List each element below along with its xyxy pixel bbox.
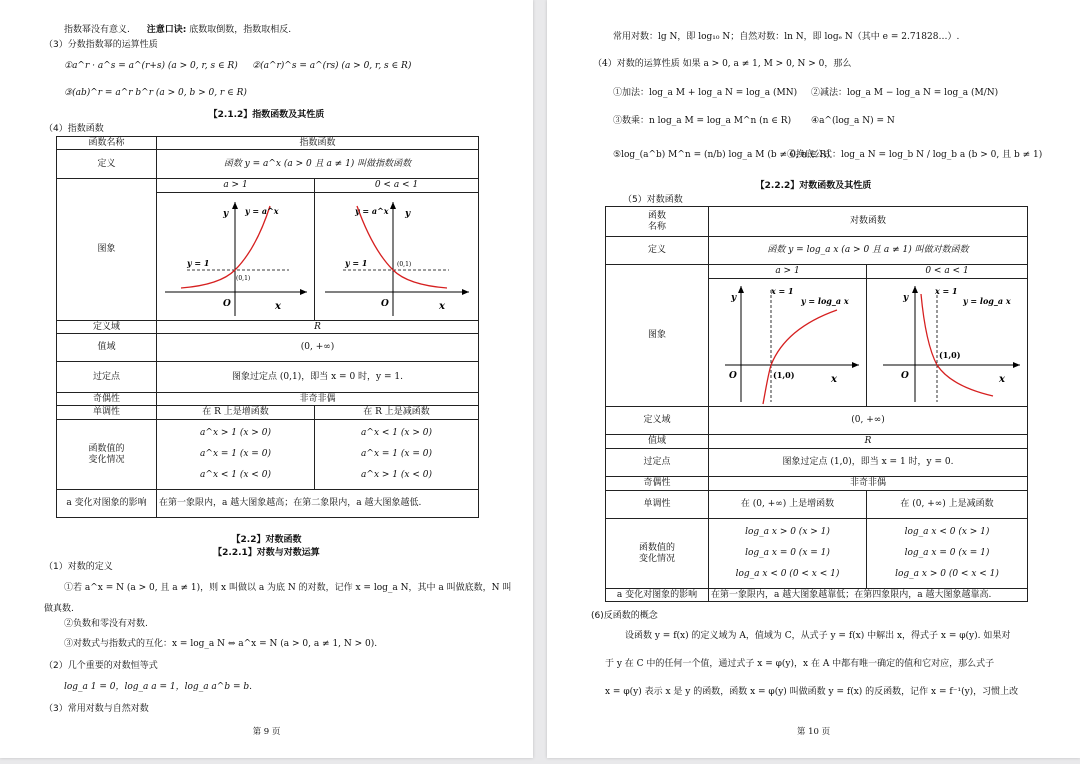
name-label-2: 名称 bbox=[647, 221, 666, 232]
log-decreasing-graph bbox=[867, 280, 1026, 406]
rule-change-base: ⑥换底公式：log_a N = log_b N / log_b a (b > 0, 且 b ≠ 1) bbox=[787, 150, 1043, 160]
case-a-less-1: 0 < a < 1 bbox=[315, 179, 479, 193]
para-1: (6)反函数的概念 bbox=[591, 611, 658, 621]
exp-curve bbox=[357, 206, 447, 288]
page-10 bbox=[547, 0, 1080, 758]
origin-label: O bbox=[901, 370, 909, 381]
change-decreasing bbox=[315, 420, 479, 490]
y-label: y bbox=[405, 208, 411, 219]
x-label: x bbox=[831, 373, 837, 385]
log-increasing-graph bbox=[709, 280, 865, 406]
name-label: 函数名称 bbox=[57, 137, 157, 150]
graph-label: 图象 bbox=[606, 265, 709, 407]
subsection-4: （4）指数函数 bbox=[44, 124, 104, 134]
name-value: 指数函数 bbox=[157, 137, 479, 150]
monotonic-decreasing: 在 (0, +∞) 上是减函数 bbox=[867, 491, 1028, 519]
tip-label: 注意口诀: bbox=[146, 25, 187, 35]
fixed-point-label: 过定点 bbox=[57, 362, 157, 393]
change-row: a^x > 1 (x < 0) bbox=[361, 470, 432, 480]
rule-subtract: ②减法：log_a M − log_a N = log_a (M/N) bbox=[811, 88, 999, 98]
monotonic-increasing: 在 R 上是增函数 bbox=[157, 406, 315, 420]
y-arrow-icon bbox=[390, 202, 396, 209]
para-6: （2）几个重要的对数恒等式 bbox=[44, 661, 158, 671]
change-decreasing bbox=[867, 519, 1028, 589]
def-value: 函数 y = log_a x (a > 0 且 a ≠ 1) 叫做对数函数 bbox=[709, 237, 1028, 265]
text: 指数幂没有意义. bbox=[64, 25, 130, 35]
y-arrow-icon bbox=[738, 286, 744, 293]
log-curve bbox=[921, 294, 993, 396]
change-row: log_a x = 0 (x = 1) bbox=[745, 548, 830, 558]
y1-label: y = 1 bbox=[345, 257, 368, 268]
parity-value: 非奇非偶 bbox=[157, 393, 479, 406]
x-arrow-icon bbox=[852, 362, 859, 368]
case-a-greater-1: a > 1 bbox=[709, 265, 867, 279]
para-4: ②负数和零没有对数. bbox=[64, 619, 148, 629]
rule-power: ⑤log_(a^b) M^n = (n/b) log_a M (b ≠ 0, n ∈ R) bbox=[613, 150, 830, 160]
effect-label: a 变化对图象的影响 bbox=[57, 490, 157, 518]
common-log-line: 常用对数：lg N，即 log₁₀ N；自然对数：ln N，即 logₑ N（其中 e = 2.71828…）. bbox=[613, 32, 960, 42]
graph-label: 图象 bbox=[57, 179, 157, 321]
exp-increasing-graph bbox=[157, 194, 313, 320]
subsection-4: （4）对数的运算性质 如果 a > 0, a ≠ 1, M > 0, N > 0，那么 bbox=[593, 59, 852, 69]
parity-label: 奇偶性 bbox=[606, 477, 709, 491]
log-function-table bbox=[605, 206, 1028, 602]
change-row: a^x < 1 (x > 0) bbox=[361, 428, 432, 438]
change-row: a^x < 1 (x < 0) bbox=[200, 470, 271, 480]
change-label-2: 变化情况 bbox=[88, 454, 125, 465]
point-label: (0,1) bbox=[236, 274, 251, 282]
change-row: log_a x < 0 (x > 1) bbox=[904, 527, 990, 537]
origin-label: O bbox=[381, 298, 389, 309]
curve-label: y = log_a x bbox=[963, 295, 1011, 306]
domain-value: R bbox=[157, 321, 479, 334]
domain-label: 定义域 bbox=[57, 321, 157, 334]
range-value: R bbox=[709, 435, 1028, 449]
page-footer: 第 10 页 bbox=[796, 727, 831, 737]
section-heading-2-2: 【2.2】对数函数 bbox=[231, 535, 302, 545]
change-row: a^x = 1 (x = 0) bbox=[361, 449, 432, 459]
def-value: 函数 y = a^x (a > 0 且 a ≠ 1) 叫做指数函数 bbox=[157, 150, 479, 179]
range-label: 值域 bbox=[57, 334, 157, 362]
change-row: log_a x < 0 (0 < x < 1) bbox=[735, 569, 840, 579]
y-label: y bbox=[731, 292, 737, 303]
change-row: a^x > 1 (x > 0) bbox=[200, 428, 271, 438]
section-heading: 【2.2.2】对数函数及其性质 bbox=[755, 181, 872, 191]
origin-label: O bbox=[729, 370, 737, 381]
exp-decreasing-graph bbox=[315, 194, 477, 320]
para-1: （1）对数的定义 bbox=[44, 562, 113, 572]
graph-increasing-cell bbox=[157, 193, 315, 321]
rule-3: ③(ab)^r = a^r b^r (a > 0, b > 0, r ∈ R) bbox=[64, 88, 247, 98]
para-5: ③对数式与指数式的互化：x = log_a N ⇔ a^x = N (a > 0, a ≠ 1, N > 0). bbox=[64, 639, 378, 649]
y1-label: y = 1 bbox=[187, 257, 210, 268]
curve-label: y = a^x bbox=[355, 205, 389, 216]
change-increasing bbox=[709, 519, 867, 589]
exp-meaning-line bbox=[64, 24, 291, 36]
change-label-1: 函数值的 bbox=[88, 443, 125, 454]
x1-label: x = 1 bbox=[935, 285, 958, 296]
section-heading: 【2.1.2】指数函数及其性质 bbox=[208, 110, 325, 120]
x-label: x bbox=[439, 300, 445, 312]
curve-label: y = log_a x bbox=[801, 295, 849, 306]
para-8: （3）常用对数与自然对数 bbox=[44, 704, 149, 714]
point-label: (1,0) bbox=[939, 349, 961, 360]
name-label-1: 函数 bbox=[647, 210, 666, 221]
point-label: (0,1) bbox=[397, 260, 412, 268]
y-arrow-icon bbox=[912, 286, 918, 293]
subsection-3: （3）分数指数幂的运算性质 bbox=[44, 40, 158, 50]
para-3: 做真数. bbox=[44, 604, 74, 614]
x1-label: x = 1 bbox=[771, 285, 794, 296]
subsection-5: （5）对数函数 bbox=[623, 195, 683, 205]
effect-value: 在第一象限内，a 越大图象越高；在第二象限内，a 越大图象越低. bbox=[157, 490, 479, 518]
exp-function-table bbox=[56, 136, 479, 518]
fixed-point-value: 图象过定点 (0,1)，即当 x = 0 时，y = 1. bbox=[157, 362, 479, 393]
graph-increasing-cell bbox=[709, 279, 867, 407]
change-row: log_a x > 0 (0 < x < 1) bbox=[895, 569, 999, 579]
change-label-2: 变化情况 bbox=[638, 553, 675, 564]
def-label: 定义 bbox=[606, 237, 709, 265]
x-label: x bbox=[999, 373, 1005, 385]
x-arrow-icon bbox=[300, 289, 307, 295]
fixed-point-value: 图象过定点 (1,0)，即当 x = 1 时，y = 0. bbox=[709, 449, 1028, 477]
change-row: log_a x = 0 (x = 1) bbox=[904, 548, 990, 558]
origin-label: O bbox=[223, 298, 231, 309]
monotonic-increasing: 在 (0, +∞) 上是增函数 bbox=[709, 491, 867, 519]
effect-label: a 变化对图象的影响 bbox=[606, 589, 709, 602]
monotonic-label: 单调性 bbox=[606, 491, 709, 519]
para-2: ①若 a^x = N (a > 0, 且 a ≠ 1)，则 x 叫做以 a 为底 N 的对数，记作 x = log_a N，其中 a 叫做底数，N 叫 bbox=[64, 583, 512, 593]
fixed-point-label: 过定点 bbox=[606, 449, 709, 477]
rule-2: ②(a^r)^s = a^(rs) (a > 0, r, s ∈ R) bbox=[252, 61, 412, 71]
domain-value: (0, +∞) bbox=[709, 407, 1028, 435]
graph-decreasing-cell bbox=[867, 279, 1028, 407]
case-a-less-1: 0 < a < 1 bbox=[867, 265, 1028, 279]
y-arrow-icon bbox=[232, 202, 238, 209]
parity-label: 奇偶性 bbox=[57, 393, 157, 406]
monotonic-decreasing: 在 R 上是减函数 bbox=[315, 406, 479, 420]
range-label: 值域 bbox=[606, 435, 709, 449]
log-curve bbox=[763, 310, 837, 404]
para-2: 设函数 y = f(x) 的定义域为 A，值域为 C，从式子 y = f(x) 中解出 x，得式子 x = φ(y). 如果对 bbox=[625, 631, 1011, 641]
change-label bbox=[606, 519, 709, 589]
change-label-1: 函数值的 bbox=[638, 542, 675, 553]
change-row: log_a x > 0 (x > 1) bbox=[745, 527, 830, 537]
change-increasing bbox=[157, 420, 315, 490]
y-label: y bbox=[223, 208, 229, 219]
curve-label: y = a^x bbox=[245, 205, 279, 216]
graph-decreasing-cell bbox=[315, 193, 479, 321]
para-4: x = φ(y) 表示 x 是 y 的函数，函数 x = φ(y) 叫做函数 y = f(x) 的反函数，记作 x = f⁻¹(y)，习惯上改 bbox=[605, 687, 1019, 697]
y-label: y bbox=[903, 292, 909, 303]
tip-text: 底数取倒数，指数取相反. bbox=[189, 25, 292, 35]
def-label: 定义 bbox=[57, 150, 157, 179]
x-arrow-icon bbox=[462, 289, 469, 295]
rule-add: ①加法：log_a M + log_a N = log_a (MN) bbox=[613, 88, 798, 98]
x-arrow-icon bbox=[1013, 362, 1020, 368]
page-footer: 第 9 页 bbox=[252, 727, 281, 737]
rule-identity: ④a^(log_a N) = N bbox=[811, 116, 895, 126]
section-heading-2-2-1: 【2.2.1】对数与对数运算 bbox=[213, 548, 320, 558]
rule-multiply: ③数乘：n log_a M = log_a M^n (n ∈ R) bbox=[613, 116, 792, 126]
effect-value: 在第一象限内，a 越大图象越靠低；在第四象限内，a 越大图象越靠高. bbox=[709, 589, 1028, 602]
rule-1: ①a^r · a^s = a^(r+s) (a > 0, r, s ∈ R) bbox=[64, 61, 238, 71]
range-value: (0, +∞) bbox=[157, 334, 479, 362]
name-value: 对数函数 bbox=[709, 207, 1028, 237]
para-3: 于 y 在 C 中的任何一个值，通过式子 x = φ(y)，x 在 A 中都有唯一确定的值和它对应，那么式子 bbox=[605, 659, 995, 669]
parity-value: 非奇非偶 bbox=[709, 477, 1028, 491]
monotonic-label: 单调性 bbox=[57, 406, 157, 420]
change-row: a^x = 1 (x = 0) bbox=[200, 449, 271, 459]
name-label bbox=[606, 207, 709, 237]
change-label bbox=[57, 420, 157, 490]
x-label: x bbox=[275, 300, 281, 312]
page-9 bbox=[0, 0, 533, 758]
domain-label: 定义域 bbox=[606, 407, 709, 435]
point-label: (1,0) bbox=[773, 369, 795, 380]
case-a-greater-1: a > 1 bbox=[157, 179, 315, 193]
para-7: log_a 1 = 0，log_a a = 1，log_a a^b = b. bbox=[64, 682, 252, 692]
